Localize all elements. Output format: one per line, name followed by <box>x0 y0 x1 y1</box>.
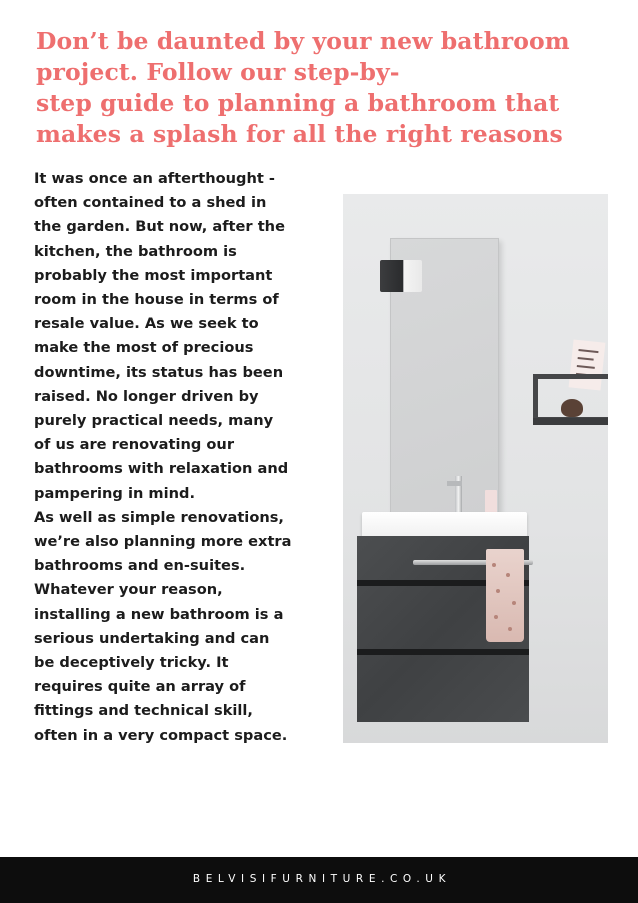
tap-spout <box>447 481 462 486</box>
body-line: Whatever your reason, <box>34 581 223 599</box>
body-line: often contained to a shed in <box>34 194 267 212</box>
headline-line: project. Follow our step-by- <box>36 58 400 86</box>
headline <box>36 26 626 150</box>
wall-lamp <box>380 260 422 292</box>
body-line: downtime, its status has been <box>34 363 284 381</box>
footer-website[interactable]: BELVISIFURNITURE.CO.UK <box>192 873 452 885</box>
body-line: probably the most important <box>34 266 273 284</box>
shelf-base <box>533 418 608 425</box>
body-line: often in a very compact space. <box>34 726 288 744</box>
body-line: serious undertaking and can <box>34 629 270 647</box>
body-line: raised. No longer driven by <box>34 387 259 405</box>
cup <box>485 490 497 514</box>
headline-line: Don’t be daunted by your new bathroom <box>36 27 570 55</box>
headline-line: step guide to planning a bathroom that <box>36 89 560 117</box>
vanity-unit-photo <box>343 194 608 743</box>
body-line: purely practical needs, many <box>34 412 274 430</box>
pinecone-decor <box>561 399 583 417</box>
towel <box>486 549 524 642</box>
drawer-gap <box>357 649 529 655</box>
body-line: bathrooms and en-suites. <box>34 557 246 575</box>
basin <box>362 512 527 538</box>
body-line: be deceptively tricky. It <box>34 654 229 672</box>
body-line: bathrooms with relaxation and <box>34 460 289 478</box>
body-line: the garden. But now, after the <box>34 218 285 236</box>
body-line: of us are renovating our <box>34 436 235 454</box>
headline-line: makes a splash for all the right reasons <box>36 120 563 148</box>
body-line: room in the house in terms of <box>34 291 279 309</box>
body-line: make the most of precious <box>34 339 254 357</box>
body-line: requires quite an array of <box>34 678 246 696</box>
body-line: we’re also planning more extra <box>34 533 292 551</box>
body-line: It was once an afterthought - <box>34 170 275 187</box>
body-paragraph <box>34 167 344 748</box>
footer-bar <box>0 857 638 903</box>
body-line: kitchen, the bathroom is <box>34 242 237 260</box>
body-line: installing a new bathroom is a <box>34 605 284 623</box>
body-line: resale value. As we seek to <box>34 315 259 333</box>
body-line: As well as simple renovations, <box>34 508 284 526</box>
body-line: pampering in mind. <box>34 484 196 502</box>
body-line: fittings and technical skill, <box>34 702 253 720</box>
